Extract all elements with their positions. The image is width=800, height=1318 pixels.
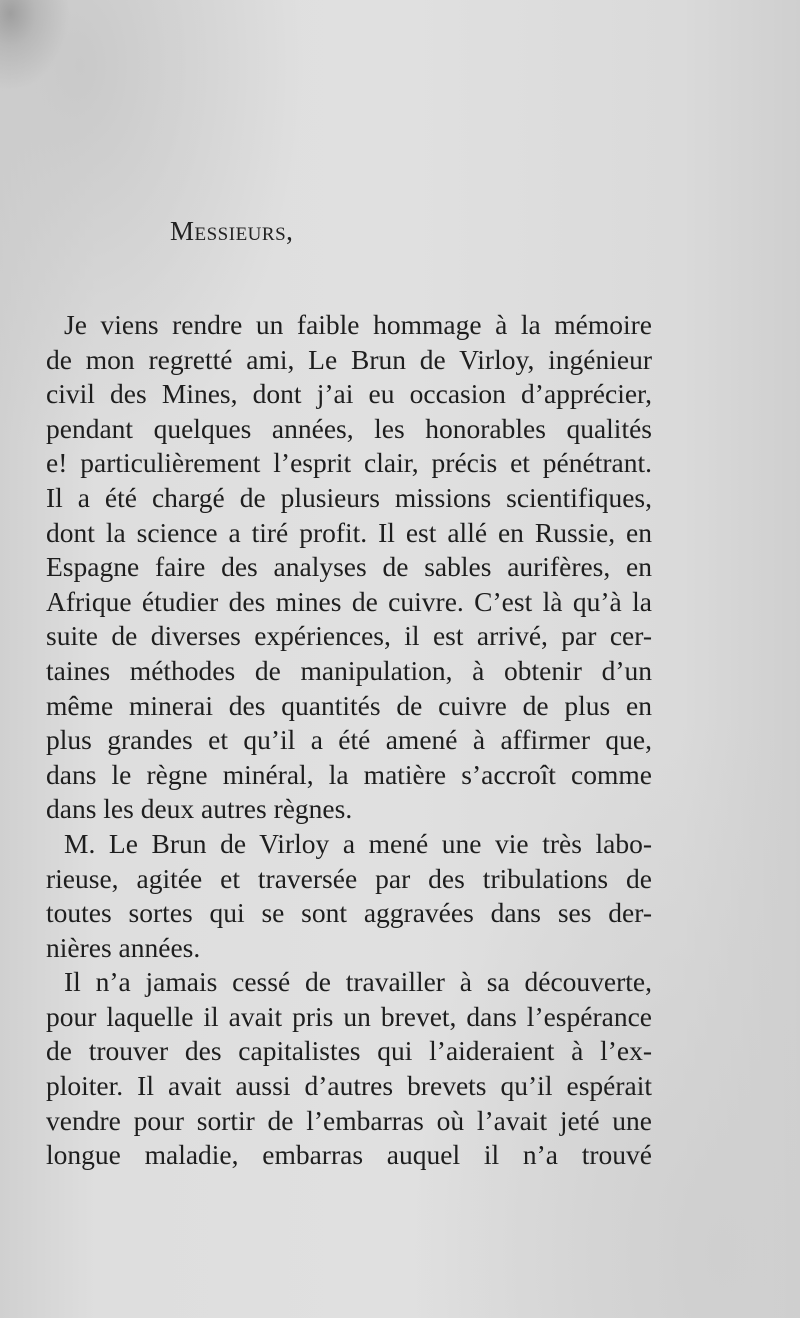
text-line: taines méthodes de manipulation, à obtenir d’un [46,654,652,686]
text-line: pendant quelques années, les honorables qualités [46,412,652,444]
text-line: toutes sortes qui se sont aggravées dans ses der- [46,897,652,929]
text-line: dont la science a tiré profit. Il est allé en Russie, en [46,516,652,548]
text-line: Il a été chargé de plusieurs missions scientifiques, [46,481,652,513]
text-line: suite de diverses expériences, il est arrivé, par cer- [46,620,652,652]
salutation-heading: Messieurs, [170,216,294,246]
page-stain [0,0,70,90]
text-line: dans le règne minéral, la matière s’accroît comme [46,758,652,790]
text-line: Afrique étudier des mines de cuivre. C’est là qu’à la [46,585,652,617]
text-line: civil des Mines, dont j’ai eu occasion d’apprécier, [46,378,652,410]
body-text [46,308,652,1173]
text-line: M. Le Brun de Virloy a mené une vie très labo- [64,827,652,859]
text-line: e! particulièrement l’esprit clair, précis et pénétrant. [46,447,652,479]
text-line: de mon regretté ami, Le Brun de Virloy, ingénieur [46,343,652,375]
text-line: Il n’a jamais cessé de travailler à sa découverte, [64,966,652,998]
text-line: de trouver des capitalistes qui l’aideraient à l’ex- [46,1035,652,1067]
text-line: ploiter. Il avait aussi d’autres brevets qu’il espérait [46,1070,652,1102]
text-line: même minerai des quantités de cuivre de plus en [46,689,652,721]
text-line: nières années. [46,931,201,963]
text-line: plus grandes et qu’il a été amené à affirmer que, [46,724,652,756]
text-line: pour laquelle il avait pris un brevet, dans l’espérance [46,1000,652,1032]
text-line: longue maladie, embarras auquel il n’a trouvé [46,1139,652,1171]
text-line: Espagne faire des analyses de sables aurifères, en [46,551,652,583]
text-line: dans les deux autres règnes. [46,793,353,825]
text-line: vendre pour sortir de l’embarras où l’avait jeté une [46,1104,652,1136]
text-line: rieuse, agitée et traversée par des tribulations de [46,862,652,894]
text-line: Je viens rendre un faible hommage à la mémoire [64,309,652,340]
